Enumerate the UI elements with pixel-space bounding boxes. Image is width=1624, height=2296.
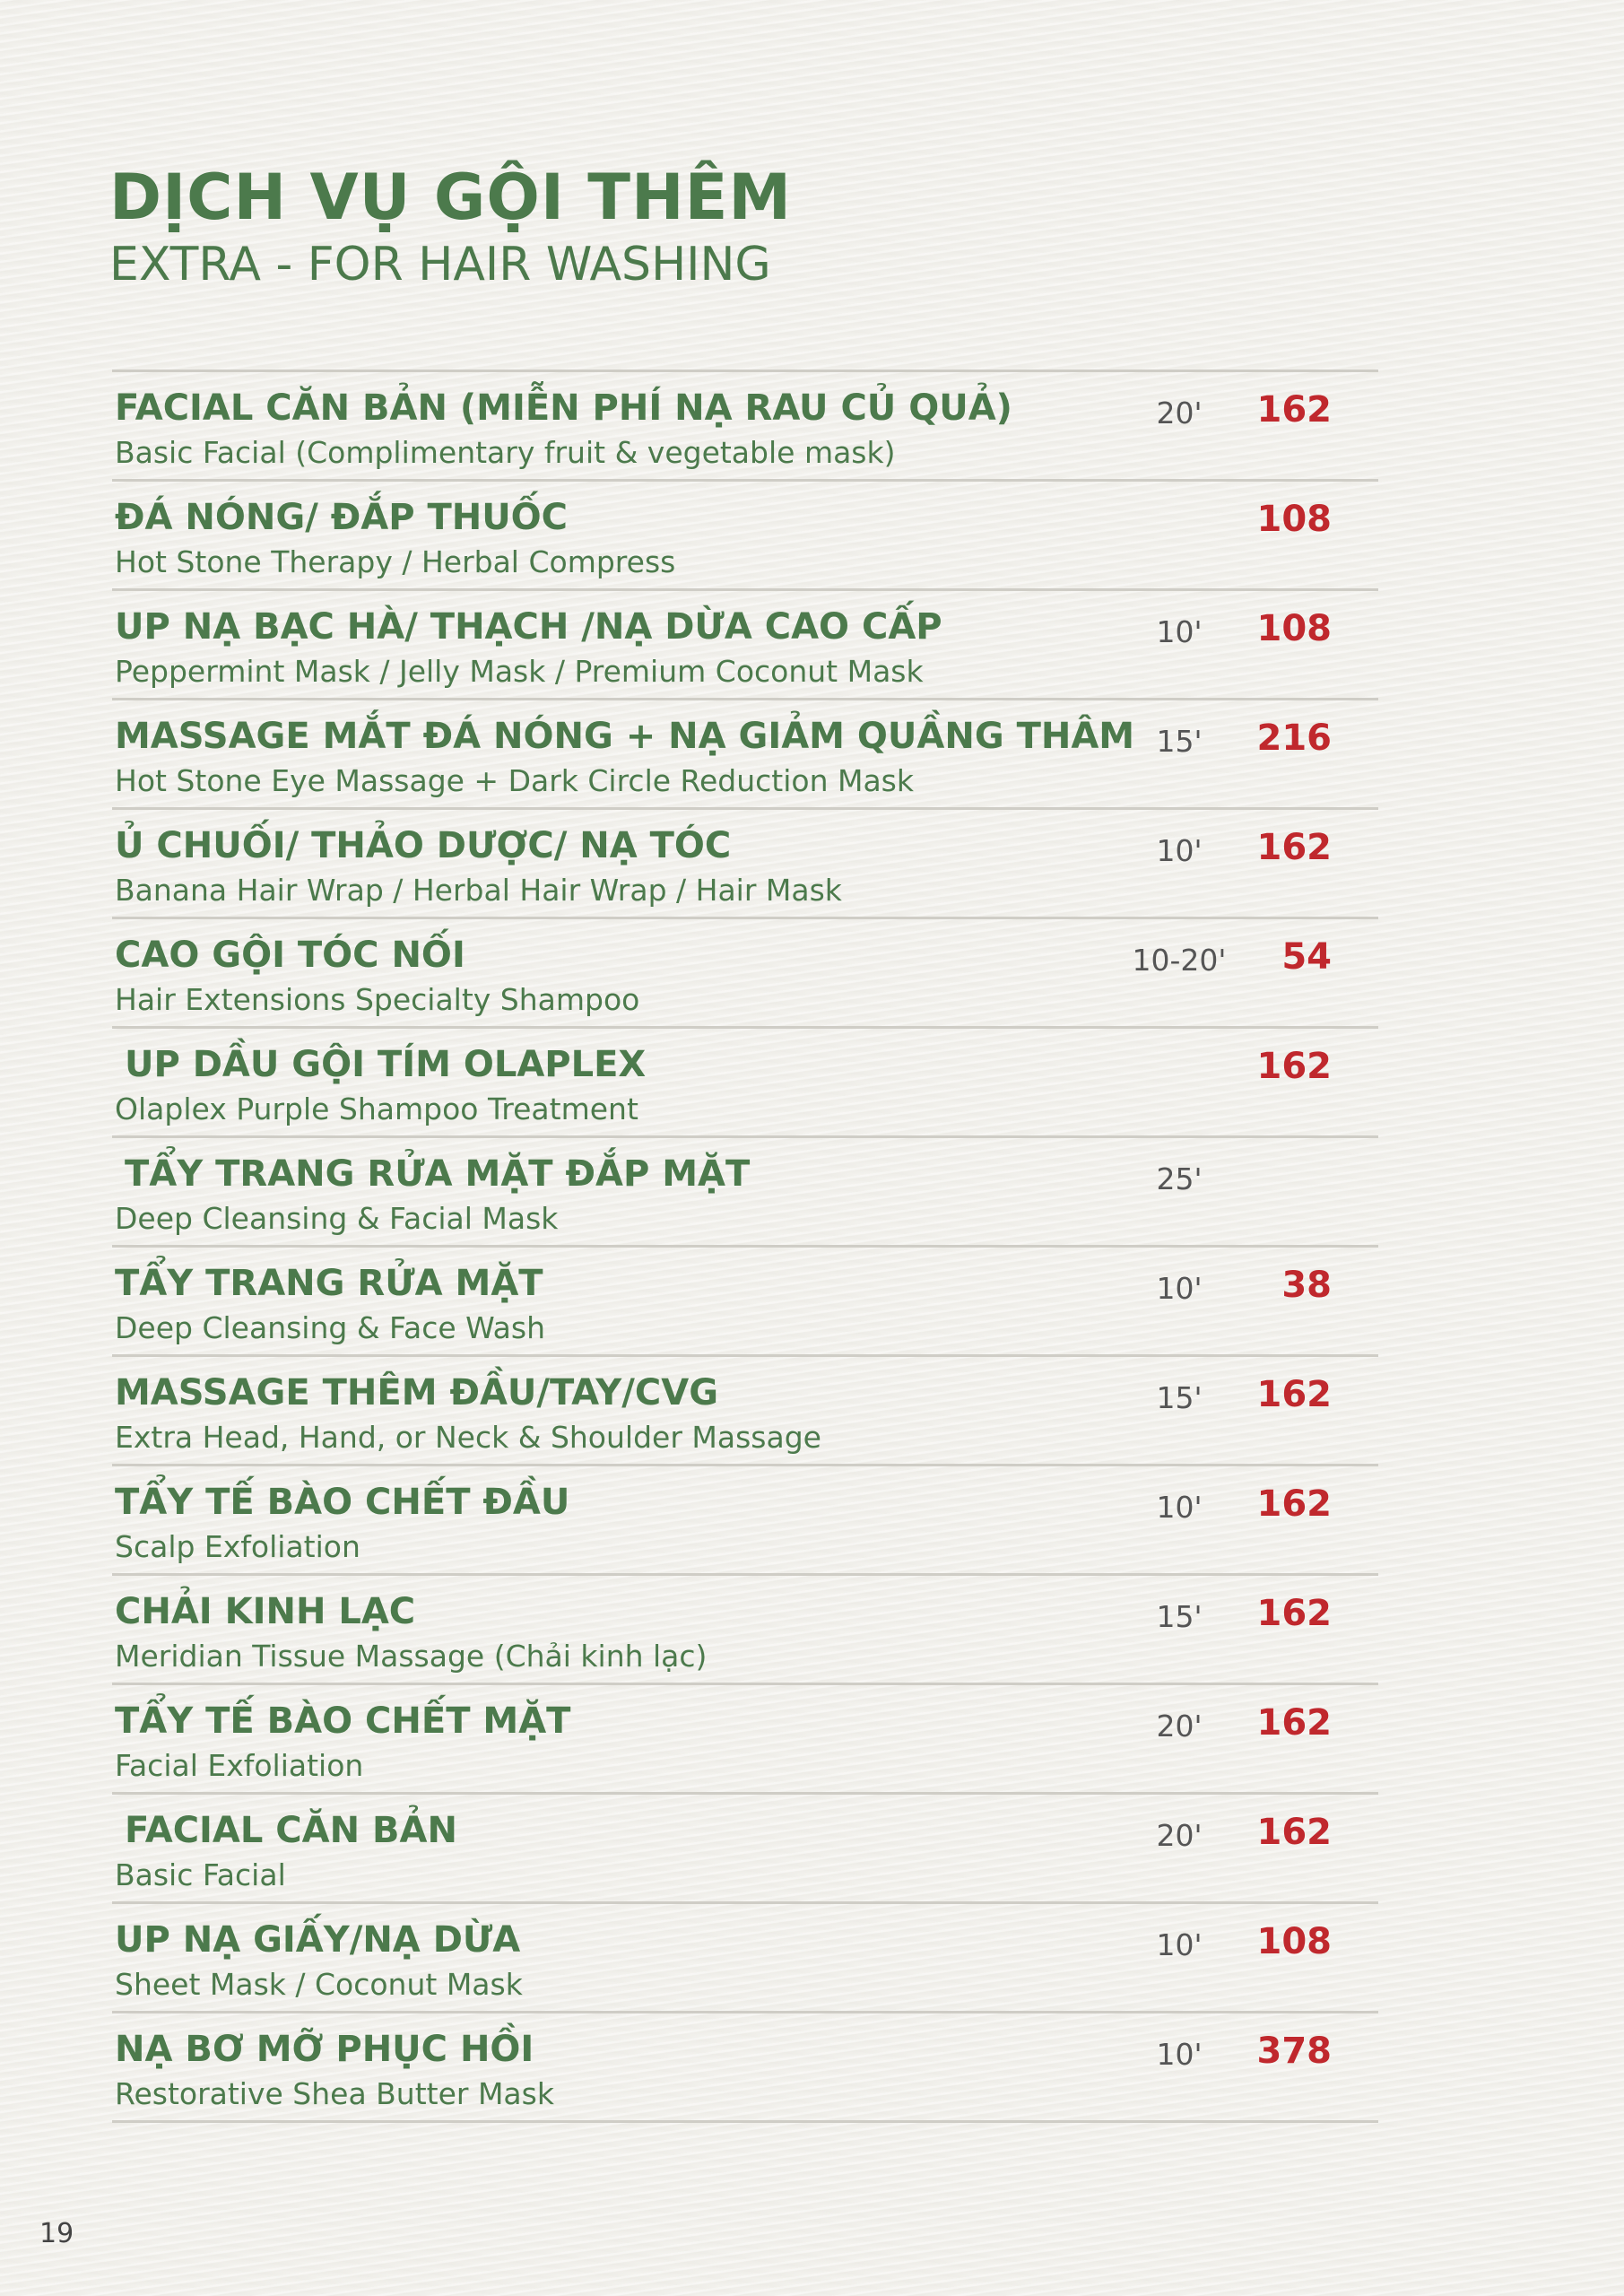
service-price: 108 [1256,608,1332,649]
service-duration: 20' [1156,1709,1203,1744]
service-row [112,591,1378,700]
service-price: 162 [1256,1046,1332,1087]
service-name-vi: MASSAGE MẮT ĐÁ NÓNG + NẠ GIẢM QUẦNG THÂM [115,716,1135,757]
service-name-en: Deep Cleansing & Face Wash [115,1310,545,1345]
service-duration: 20' [1156,396,1203,430]
service-duration: 10' [1156,1927,1203,1962]
service-name-en: Restorative Shea Butter Mask [115,2076,554,2111]
service-duration: 25' [1156,1161,1203,1196]
service-row [112,1029,1378,1138]
service-row [112,482,1378,591]
service-name-en: Meridian Tissue Massage (Chải kinh lạc) [115,1639,708,1674]
page-number: 19 [39,2218,74,2249]
page-subtitle: EXTRA - FOR HAIR WASHING [109,238,771,291]
service-row [112,1138,1378,1248]
service-duration: 10-20' [1132,943,1227,978]
service-name-en: Deep Cleansing & Facial Mask [115,1201,559,1236]
service-name-vi: ĐÁ NÓNG/ ĐẮP THUỐC [115,497,569,538]
service-name-en: Hot Stone Eye Massage + Dark Circle Reduction Mask [115,763,914,798]
service-name-vi: MASSAGE THÊM ĐẦU/TAY/CVG [115,1372,719,1413]
service-name-en: Basic Facial [115,1857,286,1892]
service-name-vi: TẨY TẾ BÀO CHẾT ĐẦU [115,1482,570,1523]
service-name-en: Basic Facial (Complimentary fruit & vegetable mask) [115,435,896,470]
service-row [112,1685,1378,1795]
service-name-vi: UP NẠ BẠC HÀ/ THẠCH /NẠ DỪA CAO CẤP [115,606,942,648]
service-duration: 10' [1156,1490,1203,1525]
service-duration: 20' [1156,1818,1203,1853]
service-name-vi: CHẢI KINH LẠC [115,1591,416,1632]
service-name-vi: Ủ CHUỐI/ THẢO DƯỢC/ NẠ TÓC [115,825,732,866]
service-name-en: Sheet Mask / Coconut Mask [115,1967,523,2002]
service-name-en: Hot Stone Therapy / Herbal Compress [115,544,676,579]
service-name-vi: UP NẠ GIẤY/NẠ DỪA [115,1919,521,1961]
service-price: 162 [1256,1812,1332,1853]
service-price: 108 [1256,499,1332,540]
service-price: 162 [1256,827,1332,868]
service-duration: 15' [1156,1599,1203,1634]
service-row [112,919,1378,1029]
service-row [112,1248,1378,1357]
service-price: 162 [1256,1702,1332,1744]
service-price: 54 [1281,936,1332,978]
service-duration: 10' [1156,614,1203,649]
service-name-vi: TẨY TẾ BÀO CHẾT MẶT [115,1700,571,1742]
service-name-vi: NẠ BƠ MỠ PHỤC HỒI [115,2029,534,2070]
service-row [112,1576,1378,1685]
service-price: 162 [1256,1483,1332,1525]
service-price: 216 [1256,718,1332,759]
service-row [112,1466,1378,1576]
service-duration: 15' [1156,1380,1203,1415]
service-price: 378 [1256,2031,1332,2072]
service-name-en: Scalp Exfoliation [115,1529,360,1564]
service-row [112,2013,1378,2123]
service-name-en: Extra Head, Hand, or Neck & Shoulder Massage [115,1420,821,1455]
page-title: DỊCH VỤ GỘI THÊM [109,161,793,234]
service-name-en: Hair Extensions Specialty Shampoo [115,982,640,1017]
service-name-vi: TẨY TRANG RỬA MẶT ĐẮP MẶT [125,1153,751,1195]
service-duration: 10' [1156,1271,1203,1306]
service-row [112,1357,1378,1466]
service-duration: 15' [1156,724,1203,759]
service-price: 38 [1281,1265,1332,1306]
service-name-vi: FACIAL CĂN BẢN [125,1810,457,1851]
service-name-vi: CAO GỘI TÓC NỐI [115,935,465,976]
service-name-vi: TẨY TRANG RỬA MẶT [115,1263,543,1304]
service-name-vi: UP DẦU GỘI TÍM OLAPLEX [125,1044,647,1085]
service-name-en: Banana Hair Wrap / Herbal Hair Wrap / Hair Mask [115,873,842,908]
service-name-en: Olaplex Purple Shampoo Treatment [115,1091,638,1126]
service-list [112,370,1378,2123]
service-price: 162 [1256,1593,1332,1634]
service-name-en: Peppermint Mask / Jelly Mask / Premium Coconut Mask [115,654,924,689]
service-row [112,700,1378,810]
service-price: 162 [1256,1374,1332,1415]
service-duration: 10' [1156,2037,1203,2072]
service-name-en: Facial Exfoliation [115,1748,364,1783]
service-row [112,372,1378,482]
service-name-vi: FACIAL CĂN BẢN (MIỄN PHÍ NẠ RAU CỦ QUẢ) [115,387,1012,429]
service-duration: 10' [1156,833,1203,868]
service-price: 108 [1256,1921,1332,1962]
service-row [112,1795,1378,1904]
page-header [109,160,792,294]
service-price: 162 [1256,389,1332,430]
service-row [112,810,1378,919]
service-row [112,1904,1378,2013]
